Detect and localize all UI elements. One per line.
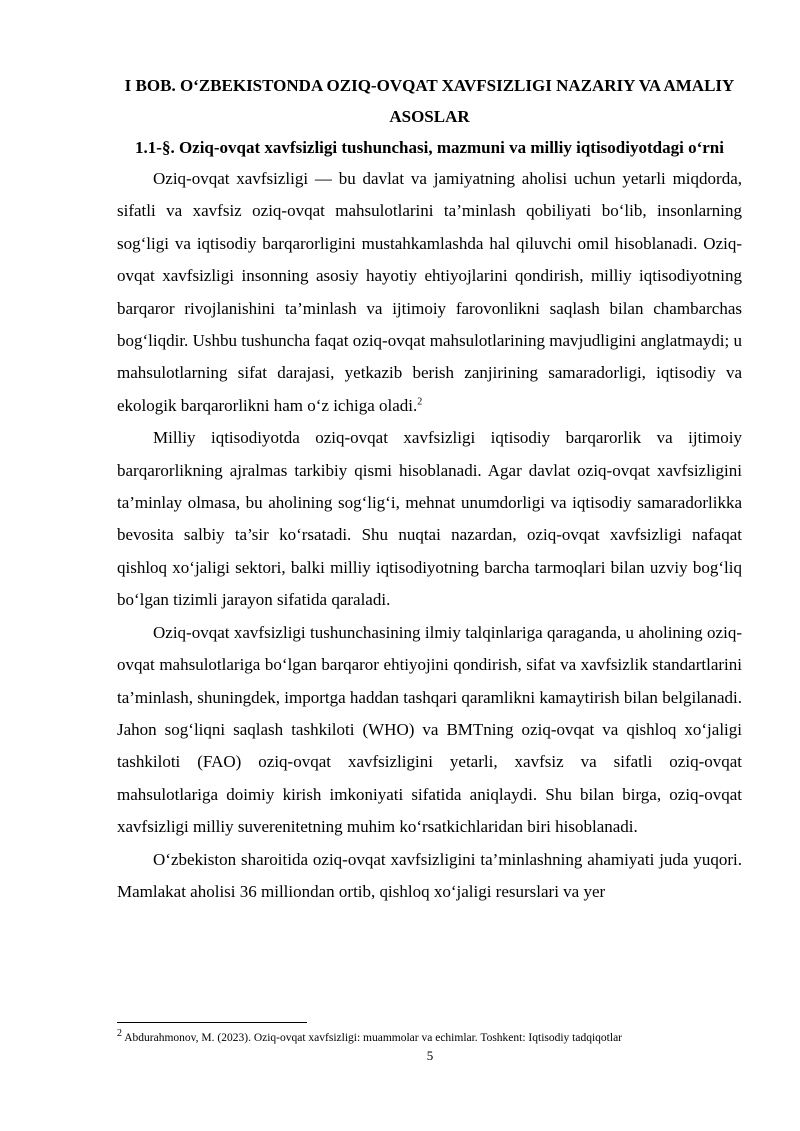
section-title: 1.1-§. Oziq-ovqat xavfsizligi tushunchasi, mazmuni va milliy iqtisodiyotdagi o‘rni xyxy=(135,138,724,157)
paragraph-text: Oziq-ovqat xavfsizligi tushunchasining ilmiy talqinlariga qaraganda, u aholining oziq-ovqat mahsulotlariga bo‘lgan barqaror ehtiyojini qondirish, sifat va xavfsizlik standartlarini ta’minlash, shuningdek, importga haddan tashqari qaramlikni kamaytirish bilan belgilanadi. Jahon sog‘liqni saqlash tashkiloti (WHO) va BMTning oziq-ovqat va qishloq xo‘jaligi tashkiloti (FAO) oziq-ovqat xavfsizligini yetarli, xavfsiz va sifatli oziq-ovqat mahsulotlariga doimiy kirish imkoniyati sifatida aniqlaydi. Shu bilan birga, oziq-ovqat xavfsizligi milliy suverenitetning muhim ko‘rsatkichlaridan biri hisoblanadi. xyxy=(117,622,742,837)
paragraph-national-economy xyxy=(117,422,742,616)
paragraph-uzbekistan-conditions xyxy=(117,844,742,909)
document-page xyxy=(117,70,742,908)
paragraph-text: Milliy iqtisodiyotda oziq-ovqat xavfsizligi iqtisodiy barqarorlik va ijtimoiy barqarorlikning ajralmas tarkibiy qismi hisoblanadi. Agar davlat oziq-ovqat xavfsizligini ta’minlay olmasa, bu aholining sog‘lig‘i, mehnat unumdorligi va iqtisodiy samaradorlikka bevosita salbiy ta’sir ko‘rsatadi. Shu nuqtai nazardan, oziq-ovqat xavfsizligi nafaqat qishloq xo‘jaligi sektori, balki milliy iqtisodiyotning barcha tarmoqlari bilan uzviy bog‘liq bo‘lgan tizimli jarayon sifatida qaraladi. xyxy=(117,428,742,610)
footnote-separator xyxy=(117,1022,307,1023)
footnote xyxy=(117,1028,742,1045)
paragraph-scientific-interpretation xyxy=(117,617,742,844)
footnote-text: Abdurahmonov, M. (2023). Oziq-ovqat xavfsizligi: muammolar va echimlar. Toshkent: Iqtisodiy tadqiqotlar xyxy=(124,1032,623,1044)
footnote-reference[interactable]: 2 xyxy=(417,396,423,408)
paragraph-text: O‘zbekiston sharoitida oziq-ovqat xavfsizligini ta’minlashning ahamiyati juda yuqori. Mamlakat aholisi 36 milliondan ortib, qishloq xo‘jaligi resurslari va yer xyxy=(117,849,742,901)
chapter-title: I BOB. O‘ZBEKISTONDA OZIQ-OVQAT XAVFSIZLIGI NAZARIY VA AMALIY ASOSLAR xyxy=(124,76,735,126)
paragraph-definition xyxy=(117,163,742,422)
footnote-mark: 2 xyxy=(117,1028,122,1040)
paragraph-text: Oziq-ovqat xavfsizligi — bu davlat va jamiyatning aholisi uchun yetarli miqdorda, sifatli va xavfsiz oziq-ovqat mahsulotlarini ta’minlash qobiliyati bo‘lib, insonlarning sog‘ligi va iqtisodiy barqarorligini mustahkamlashda hal qiluvchi omil hisoblanadi. Oziq-ovqat xavfsizligi insonning asosiy hayotiy ehtiyojlarini qondirish, milliy iqtisodiyotning barqaror rivojlanishini ta’minlash va ijtimoiy farovonlikni saqlash bilan chambarchas bog‘liqdir. Ushbu tushuncha faqat oziq-ovqat mahsulotlarining mavjudligini anglatmaydi; u mahsulotlarning sifat darajasi, yetkazib berish zanjirining samaradorligi, iqtisodiy va ekologik barqarorlikni ham o‘z ichiga oladi. xyxy=(117,169,742,415)
page-number: 5 xyxy=(426,1048,434,1063)
